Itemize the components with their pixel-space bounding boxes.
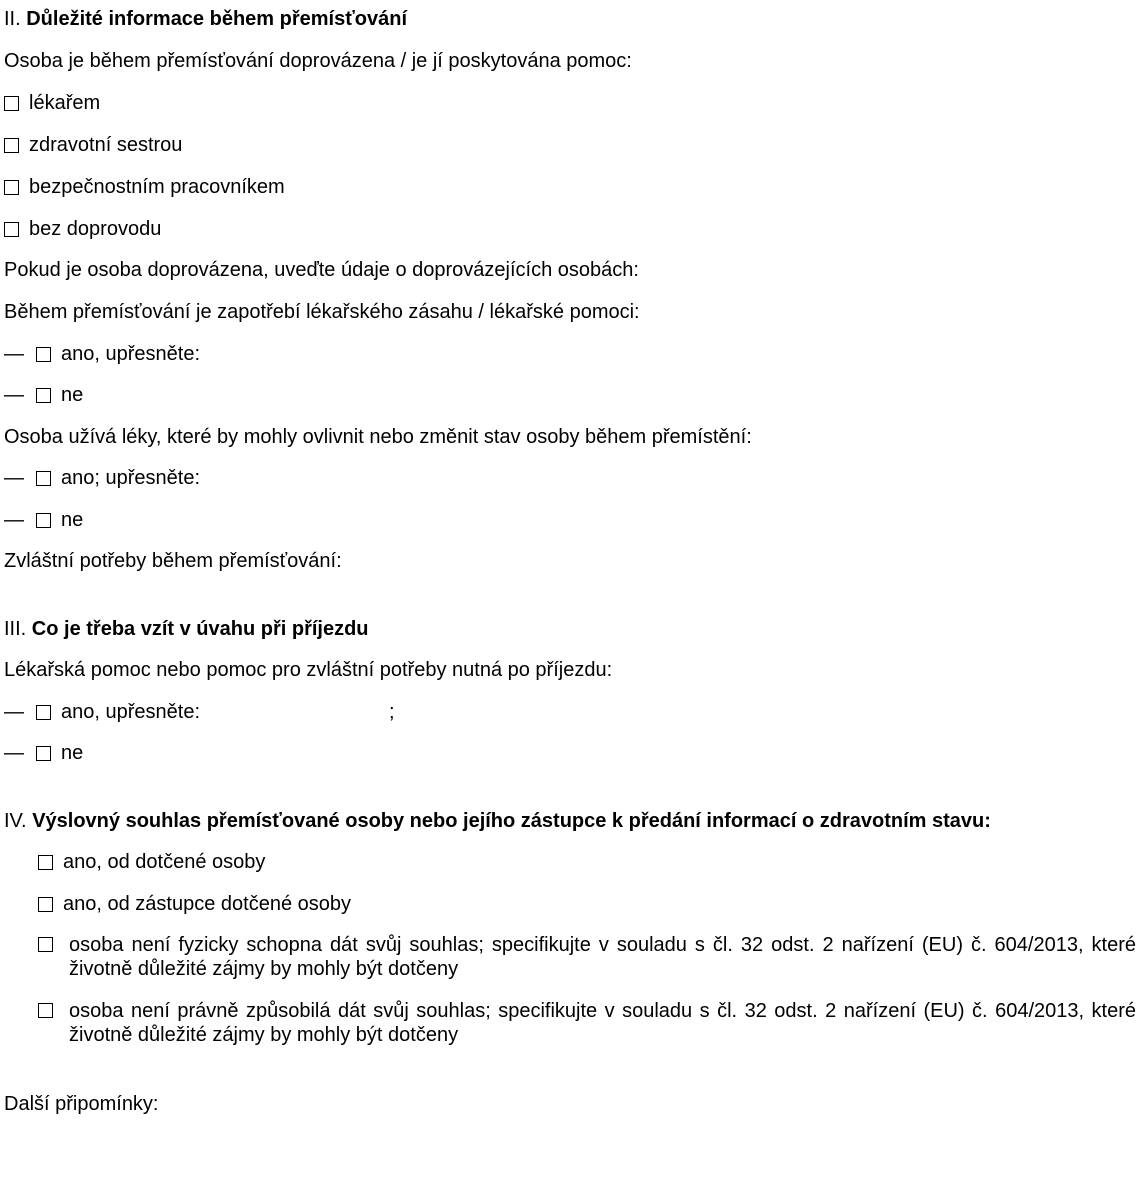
consent-option-physically-unable (38, 933, 1136, 981)
checkbox-consent-physically-unable[interactable] (38, 937, 53, 952)
checkbox-intervention-yes[interactable] (36, 347, 51, 362)
checkbox-medication-no[interactable] (36, 513, 51, 528)
dash-marker: — (4, 701, 24, 723)
option-medication-yes (4, 466, 200, 490)
question-accompaniment: Osoba je během přemísťování doprovázena / je jí poskytována pomoc: (4, 50, 632, 72)
section-4-heading (4, 809, 991, 833)
option-arrival-no (4, 741, 83, 765)
consent-option-person (38, 850, 265, 874)
consent-option-legally-incapable (38, 999, 1136, 1047)
option-intervention-no (4, 383, 83, 407)
option-intervention-yes-label: ano, upřesněte: (61, 343, 200, 365)
section-2-number: II. (4, 8, 21, 30)
question-arrival-assistance: Lékařská pomoc nebo pomoc pro zvláštní potřeby nutná po příjezdu: (4, 659, 613, 681)
dash-marker: — (4, 343, 24, 365)
dash-marker: — (4, 467, 24, 489)
consent-option-person-label: ano, od dotčené osoby (63, 851, 266, 873)
option-security-label: bezpečnostním pracovníkem (29, 176, 285, 198)
checkbox-security[interactable] (4, 180, 19, 195)
checkbox-arrival-no[interactable] (36, 746, 51, 761)
checkbox-consent-person[interactable] (38, 855, 53, 870)
section-3-number: III. (4, 618, 27, 640)
option-unaccompanied (4, 217, 161, 241)
consent-option-representative (38, 892, 351, 916)
option-arrival-yes (4, 700, 424, 724)
option-arrival-no-label: ne (61, 742, 84, 764)
dash-marker: — (4, 742, 24, 764)
option-doctor (4, 91, 100, 115)
option-medication-no (4, 508, 83, 532)
consent-option-legally-incapable-label: osoba není právně způsobilá dát svůj souhlas; specifikujte v souladu s čl. 32 odst. 2 nařízení (EU) č. 604/2013, které životně důležité zájmy by mohly být dotčeny (69, 1000, 1136, 1046)
option-medication-yes-label: ano; upřesněte: (61, 467, 200, 489)
option-nurse-label: zdravotní sestrou (29, 134, 183, 156)
checkbox-medication-yes[interactable] (36, 471, 51, 486)
section-2-heading (4, 7, 407, 31)
option-nurse (4, 133, 182, 157)
checkbox-doctor[interactable] (4, 96, 19, 111)
consent-option-representative-label: ano, od zástupce dotčené osoby (63, 893, 351, 915)
other-remarks-label: Další připomínky: (4, 1093, 159, 1115)
checkbox-arrival-yes[interactable] (36, 705, 51, 720)
section-2-title: Důležité informace během přemísťování (26, 8, 408, 30)
option-doctor-label: lékařem (29, 92, 101, 114)
checkbox-intervention-no[interactable] (36, 388, 51, 403)
option-medication-no-label: ne (61, 509, 84, 531)
checkbox-consent-legally-incapable[interactable] (38, 1003, 53, 1018)
checkbox-nurse[interactable] (4, 138, 19, 153)
section-3-title: Co je třeba vzít v úvahu při příjezdu (31, 618, 369, 640)
section-4-title: Výslovný souhlas přemísťované osoby nebo jejího zástupce k předání informací o zdravotním stavu: (32, 810, 991, 832)
question-special-needs: Zvláštní potřeby během přemísťování: (4, 550, 342, 572)
question-medical-intervention: Během přemísťování je zapotřebí lékařského zásahu / lékařské pomoci: (4, 301, 640, 323)
section-3-heading (4, 617, 369, 641)
checkbox-consent-representative[interactable] (38, 897, 53, 912)
consent-option-physically-unable-label: osoba není fyzicky schopna dát svůj souhlas; specifikujte v souladu s čl. 32 odst. 2 nařízení (EU) č. 604/2013, které životně důležité zájmy by mohly být dotčeny (69, 934, 1136, 980)
semicolon-marker: ; (389, 701, 395, 723)
option-security (4, 175, 285, 199)
option-intervention-no-label: ne (61, 384, 84, 406)
question-medication: Osoba užívá léky, které by mohly ovlivnit nebo změnit stav osoby během přemístění: (4, 426, 752, 448)
option-arrival-yes-label: ano, upřesněte: (61, 701, 200, 723)
section-4-number: IV. (4, 810, 27, 832)
dash-marker: — (4, 384, 24, 406)
option-intervention-yes (4, 342, 200, 366)
checkbox-unaccompanied[interactable] (4, 222, 19, 237)
dash-marker: — (4, 509, 24, 531)
option-unaccompanied-label: bez doprovodu (29, 218, 162, 240)
question-escort-details: Pokud je osoba doprovázena, uveďte údaje o doprovázejících osobách: (4, 259, 639, 281)
